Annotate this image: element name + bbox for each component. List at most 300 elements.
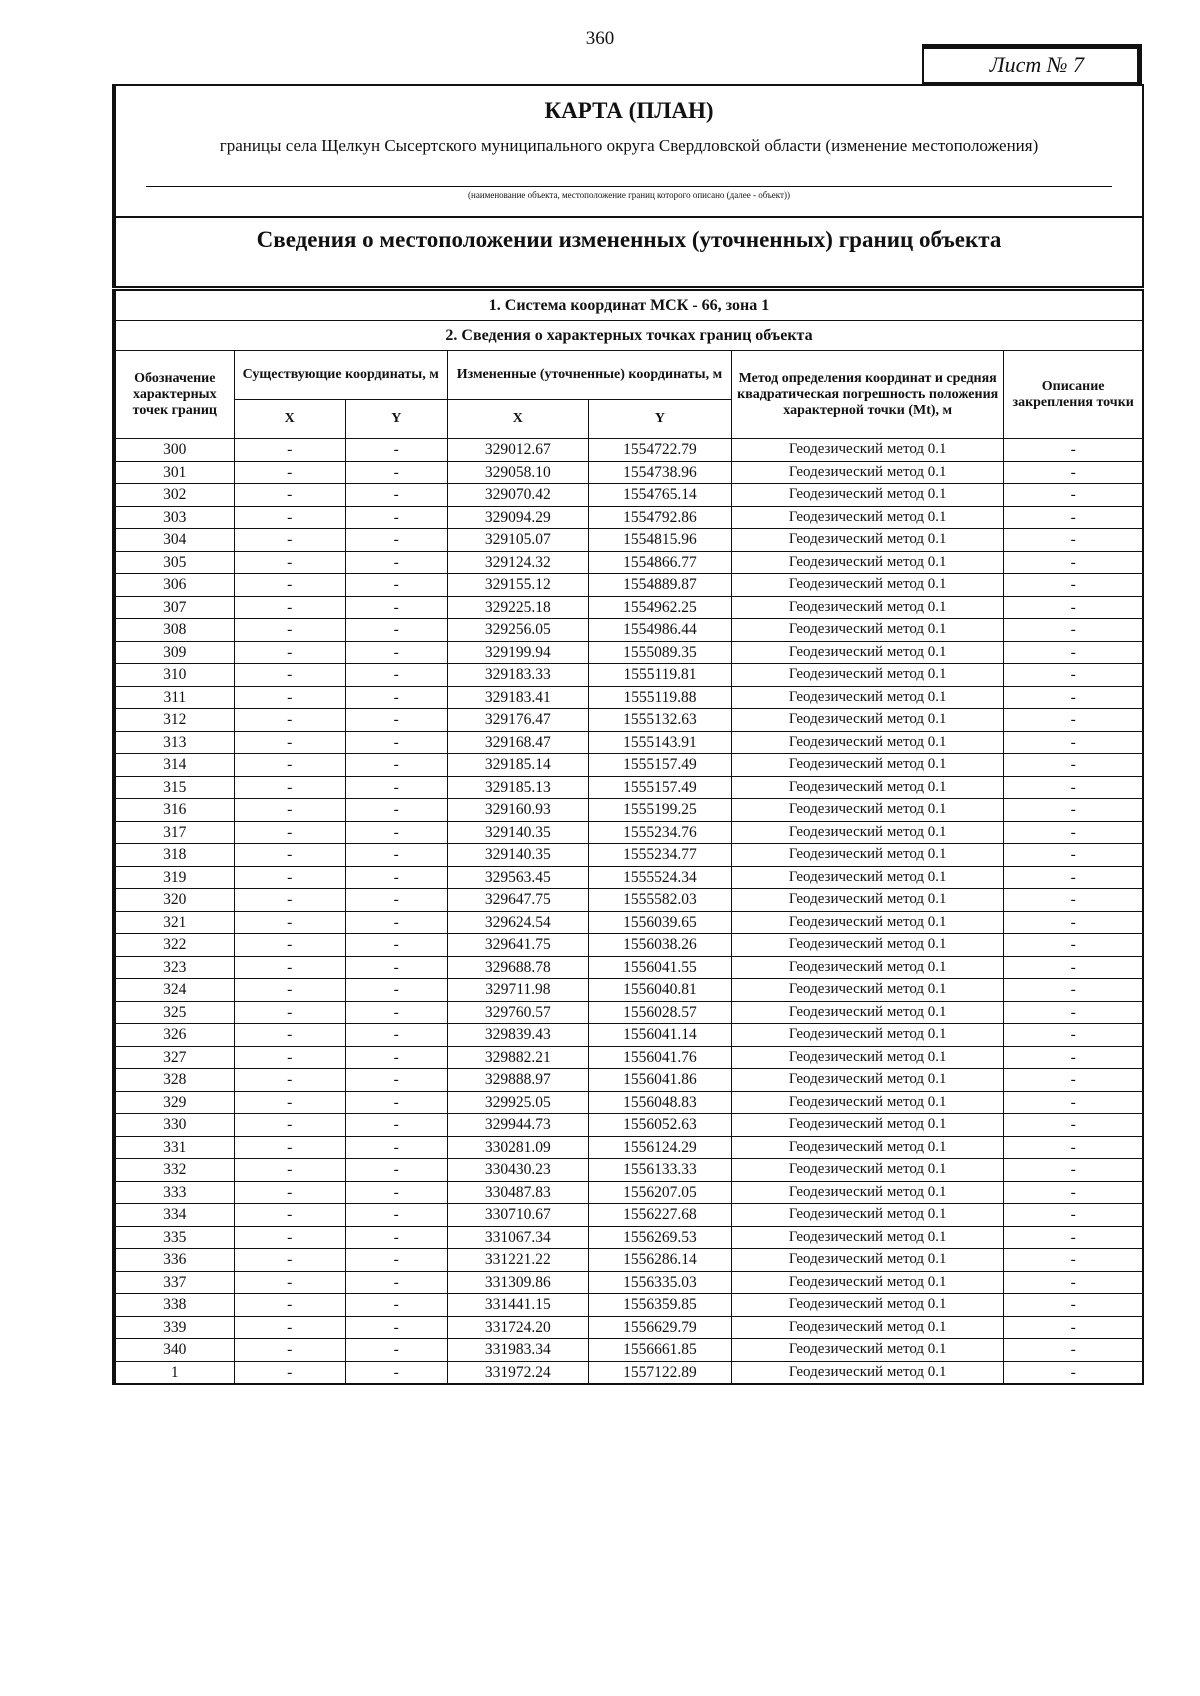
cell-existing-x: -: [234, 574, 345, 597]
cell-description: -: [1004, 506, 1143, 529]
table-row: [114, 551, 1143, 574]
cell-description: -: [1004, 1024, 1143, 1047]
cell-changed-y: 1556039.65: [588, 911, 731, 934]
cell-changed-y: 1555582.03: [588, 889, 731, 912]
cell-point-number: 340: [114, 1339, 234, 1362]
cell-changed-y: 1555199.25: [588, 799, 731, 822]
cell-changed-x: 329160.93: [447, 799, 588, 822]
cell-description: -: [1004, 439, 1143, 462]
cell-changed-y: 1556041.86: [588, 1069, 731, 1092]
cell-method: Геодезический метод 0.1: [732, 1339, 1004, 1362]
cell-description: -: [1004, 596, 1143, 619]
cell-method: Геодезический метод 0.1: [732, 1316, 1004, 1339]
header-divider: [116, 216, 1142, 218]
cell-description: -: [1004, 866, 1143, 889]
table-row: [114, 821, 1143, 844]
cell-description: -: [1004, 911, 1143, 934]
cell-changed-x: 330487.83: [447, 1181, 588, 1204]
table-row: [114, 1046, 1143, 1069]
cell-existing-x: -: [234, 1316, 345, 1339]
cell-existing-x: -: [234, 1091, 345, 1114]
table-row: [114, 664, 1143, 687]
cell-existing-x: -: [234, 1204, 345, 1227]
cell-method: Геодезический метод 0.1: [732, 574, 1004, 597]
cell-changed-x: 329925.05: [447, 1091, 588, 1114]
cell-existing-x: -: [234, 731, 345, 754]
cell-point-number: 300: [114, 439, 234, 462]
cell-existing-y: -: [345, 686, 447, 709]
cell-method: Геодезический метод 0.1: [732, 619, 1004, 642]
cell-existing-x: -: [234, 551, 345, 574]
cell-changed-x: 331067.34: [447, 1226, 588, 1249]
object-name: границы села Щелкун Сысертского муниципального округа Свердловской области (изменение местоположения): [219, 136, 1039, 155]
table-row: [114, 1024, 1143, 1047]
cell-description: -: [1004, 529, 1143, 552]
cell-changed-y: 1554962.25: [588, 596, 731, 619]
cell-point-number: 317: [114, 821, 234, 844]
document-title: КАРТА (ПЛАН): [544, 98, 714, 123]
table-row: [114, 1159, 1143, 1182]
cell-point-number: 330: [114, 1114, 234, 1137]
cell-changed-y: 1555157.49: [588, 776, 731, 799]
table-row: [114, 1294, 1143, 1317]
table-row: [114, 686, 1143, 709]
cell-changed-y: 1555119.88: [588, 686, 731, 709]
cell-method: Геодезический метод 0.1: [732, 1181, 1004, 1204]
cell-changed-y: 1556124.29: [588, 1136, 731, 1159]
cell-method: Геодезический метод 0.1: [732, 754, 1004, 777]
cell-point-number: 328: [114, 1069, 234, 1092]
cell-method: Геодезический метод 0.1: [732, 1249, 1004, 1272]
cell-method: Геодезический метод 0.1: [732, 979, 1004, 1002]
cell-method: Геодезический метод 0.1: [732, 686, 1004, 709]
cell-point-number: 337: [114, 1271, 234, 1294]
cell-description: -: [1004, 574, 1143, 597]
sheet-label: Лист № 7: [922, 44, 1142, 84]
cell-method: Геодезический метод 0.1: [732, 866, 1004, 889]
cell-description: -: [1004, 731, 1143, 754]
cell-existing-x: -: [234, 754, 345, 777]
cell-method: Геодезический метод 0.1: [732, 461, 1004, 484]
cell-existing-y: -: [345, 934, 447, 957]
header-existing-x: X: [234, 400, 345, 439]
cell-changed-y: 1554815.96: [588, 529, 731, 552]
table-row: [114, 1091, 1143, 1114]
points-title: 2. Сведения о характерных точках границ объекта: [114, 321, 1143, 351]
cell-point-number: 339: [114, 1316, 234, 1339]
cell-changed-y: 1556629.79: [588, 1316, 731, 1339]
header-designation: Обозначение характерных точек границ: [114, 351, 234, 439]
cell-existing-x: -: [234, 664, 345, 687]
cell-existing-x: -: [234, 596, 345, 619]
cell-description: -: [1004, 1249, 1143, 1272]
cell-changed-x: 329070.42: [447, 484, 588, 507]
table-row: [114, 506, 1143, 529]
cell-description: -: [1004, 1069, 1143, 1092]
cell-description: -: [1004, 1361, 1143, 1384]
cell-description: -: [1004, 799, 1143, 822]
cell-changed-x: 330710.67: [447, 1204, 588, 1227]
cell-changed-x: 329944.73: [447, 1114, 588, 1137]
table-row: [114, 844, 1143, 867]
header-description: Описание закрепления точки: [1004, 351, 1143, 439]
cell-description: -: [1004, 1046, 1143, 1069]
document-header: [112, 84, 1144, 288]
cell-changed-y: 1556040.81: [588, 979, 731, 1002]
cell-description: -: [1004, 1339, 1143, 1362]
cell-description: -: [1004, 1294, 1143, 1317]
table-body: [114, 439, 1143, 1385]
cell-existing-x: -: [234, 1159, 345, 1182]
cell-existing-x: -: [234, 1226, 345, 1249]
cell-changed-y: 1556052.63: [588, 1114, 731, 1137]
cell-changed-x: 329140.35: [447, 844, 588, 867]
table-row: [114, 1339, 1143, 1362]
cell-existing-y: -: [345, 844, 447, 867]
underline: [146, 186, 1112, 187]
header-existing: Существующие координаты, м: [234, 351, 447, 400]
table-row: [114, 574, 1143, 597]
cell-existing-x: -: [234, 709, 345, 732]
cell-point-number: 338: [114, 1294, 234, 1317]
cell-changed-y: 1554986.44: [588, 619, 731, 642]
cell-point-number: 335: [114, 1226, 234, 1249]
cell-existing-x: -: [234, 889, 345, 912]
cell-existing-y: -: [345, 664, 447, 687]
table-row: [114, 1114, 1143, 1137]
cell-description: -: [1004, 686, 1143, 709]
cell-point-number: 331: [114, 1136, 234, 1159]
cell-changed-y: 1555234.77: [588, 844, 731, 867]
cell-point-number: 309: [114, 641, 234, 664]
cell-method: Геодезический метод 0.1: [732, 1069, 1004, 1092]
cell-changed-x: 331221.22: [447, 1249, 588, 1272]
cell-point-number: 307: [114, 596, 234, 619]
cell-changed-y: 1556286.14: [588, 1249, 731, 1272]
cell-description: -: [1004, 1136, 1143, 1159]
cell-method: Геодезический метод 0.1: [732, 1361, 1004, 1384]
cell-changed-y: 1556335.03: [588, 1271, 731, 1294]
table-row: [114, 1136, 1143, 1159]
table-row: [114, 596, 1143, 619]
cell-method: Геодезический метод 0.1: [732, 529, 1004, 552]
section-title: Сведения о местоположении измененных (уточненных) границ объекта: [256, 227, 1002, 252]
cell-method: Геодезический метод 0.1: [732, 641, 1004, 664]
cell-existing-y: -: [345, 799, 447, 822]
cell-existing-y: -: [345, 1136, 447, 1159]
cell-existing-x: -: [234, 1001, 345, 1024]
table-row: [114, 799, 1143, 822]
table-row: [114, 461, 1143, 484]
cell-point-number: 334: [114, 1204, 234, 1227]
cell-point-number: 325: [114, 1001, 234, 1024]
cell-method: Геодезический метод 0.1: [732, 1136, 1004, 1159]
cell-description: -: [1004, 821, 1143, 844]
cell-changed-y: 1554889.87: [588, 574, 731, 597]
cell-changed-x: 329094.29: [447, 506, 588, 529]
cell-point-number: 321: [114, 911, 234, 934]
cell-existing-y: -: [345, 641, 447, 664]
cell-changed-y: 1555119.81: [588, 664, 731, 687]
page-number: 360: [585, 28, 615, 49]
cell-point-number: 336: [114, 1249, 234, 1272]
cell-changed-y: 1557122.89: [588, 1361, 731, 1384]
cell-point-number: 316: [114, 799, 234, 822]
table-row: [114, 484, 1143, 507]
cell-changed-y: 1554866.77: [588, 551, 731, 574]
object-caption: (наименование объекта, местоположение границ которого описано (далее - объект)): [468, 190, 790, 200]
cell-changed-x: 329688.78: [447, 956, 588, 979]
cell-point-number: 306: [114, 574, 234, 597]
cell-changed-y: 1554722.79: [588, 439, 731, 462]
cell-changed-x: 329888.97: [447, 1069, 588, 1092]
cell-method: Геодезический метод 0.1: [732, 1001, 1004, 1024]
table-row: [114, 641, 1143, 664]
cell-changed-x: 329882.21: [447, 1046, 588, 1069]
cell-method: Геодезический метод 0.1: [732, 439, 1004, 462]
table-row: [114, 709, 1143, 732]
cell-changed-x: 329199.94: [447, 641, 588, 664]
cell-method: Геодезический метод 0.1: [732, 889, 1004, 912]
cell-changed-x: 329155.12: [447, 574, 588, 597]
cell-description: -: [1004, 889, 1143, 912]
cell-description: -: [1004, 956, 1143, 979]
cell-existing-y: -: [345, 461, 447, 484]
cell-description: -: [1004, 979, 1143, 1002]
cell-description: -: [1004, 1316, 1143, 1339]
table-row: [114, 1249, 1143, 1272]
cell-description: -: [1004, 551, 1143, 574]
cell-point-number: 329: [114, 1091, 234, 1114]
table-row: [114, 934, 1143, 957]
cell-description: -: [1004, 664, 1143, 687]
cell-description: -: [1004, 844, 1143, 867]
cell-method: Геодезический метод 0.1: [732, 506, 1004, 529]
cell-description: -: [1004, 1204, 1143, 1227]
cell-point-number: 318: [114, 844, 234, 867]
cell-method: Геодезический метод 0.1: [732, 1271, 1004, 1294]
table-row: [114, 529, 1143, 552]
cell-existing-y: -: [345, 574, 447, 597]
cell-changed-y: 1556227.68: [588, 1204, 731, 1227]
cell-point-number: 326: [114, 1024, 234, 1047]
cell-changed-y: 1556207.05: [588, 1181, 731, 1204]
cell-existing-y: -: [345, 1226, 447, 1249]
cell-existing-x: -: [234, 821, 345, 844]
cell-point-number: 313: [114, 731, 234, 754]
cell-existing-x: -: [234, 844, 345, 867]
cell-point-number: 312: [114, 709, 234, 732]
cell-changed-x: 329140.35: [447, 821, 588, 844]
coord-system-row: [114, 290, 1143, 321]
cell-changed-x: 331983.34: [447, 1339, 588, 1362]
cell-existing-x: -: [234, 1046, 345, 1069]
cell-description: -: [1004, 1159, 1143, 1182]
cell-changed-y: 1556359.85: [588, 1294, 731, 1317]
table-row: [114, 1001, 1143, 1024]
cell-changed-x: 329641.75: [447, 934, 588, 957]
table-row: [114, 1069, 1143, 1092]
cell-existing-y: -: [345, 866, 447, 889]
cell-point-number: 333: [114, 1181, 234, 1204]
cell-existing-y: -: [345, 596, 447, 619]
cell-method: Геодезический метод 0.1: [732, 664, 1004, 687]
cell-changed-x: 329711.98: [447, 979, 588, 1002]
cell-changed-y: 1555157.49: [588, 754, 731, 777]
cell-method: Геодезический метод 0.1: [732, 596, 1004, 619]
cell-existing-y: -: [345, 1046, 447, 1069]
cell-method: Геодезический метод 0.1: [732, 956, 1004, 979]
table-row: [114, 1316, 1143, 1339]
table-row: [114, 619, 1143, 642]
cell-existing-x: -: [234, 529, 345, 552]
cell-point-number: 323: [114, 956, 234, 979]
cell-changed-x: 329183.33: [447, 664, 588, 687]
cell-method: Геодезический метод 0.1: [732, 776, 1004, 799]
cell-existing-y: -: [345, 551, 447, 574]
cell-existing-y: -: [345, 1271, 447, 1294]
header-method: Метод определения координат и средняя квадратическая погрешность положения характерной точки (Mt), м: [732, 351, 1004, 439]
cell-existing-x: -: [234, 1181, 345, 1204]
cell-changed-y: 1555234.76: [588, 821, 731, 844]
cell-method: Геодезический метод 0.1: [732, 1024, 1004, 1047]
cell-existing-y: -: [345, 1024, 447, 1047]
cell-method: Геодезический метод 0.1: [732, 1159, 1004, 1182]
cell-existing-x: -: [234, 1361, 345, 1384]
table-row: [114, 979, 1143, 1002]
cell-existing-y: -: [345, 1294, 447, 1317]
cell-existing-y: -: [345, 979, 447, 1002]
cell-changed-y: 1555143.91: [588, 731, 731, 754]
cell-description: -: [1004, 619, 1143, 642]
cell-existing-y: -: [345, 1204, 447, 1227]
cell-method: Геодезический метод 0.1: [732, 731, 1004, 754]
points-title-row: [114, 321, 1143, 351]
cell-changed-x: 329256.05: [447, 619, 588, 642]
cell-existing-y: -: [345, 709, 447, 732]
cell-method: Геодезический метод 0.1: [732, 1294, 1004, 1317]
cell-method: Геодезический метод 0.1: [732, 844, 1004, 867]
coordinates-table-wrap: [112, 289, 1144, 1385]
cell-description: -: [1004, 934, 1143, 957]
cell-existing-x: -: [234, 1339, 345, 1362]
cell-changed-x: 331972.24: [447, 1361, 588, 1384]
cell-changed-x: 330430.23: [447, 1159, 588, 1182]
cell-method: Геодезический метод 0.1: [732, 1204, 1004, 1227]
table-row: [114, 956, 1143, 979]
cell-method: Геодезический метод 0.1: [732, 1091, 1004, 1114]
cell-method: Геодезический метод 0.1: [732, 551, 1004, 574]
table-row: [114, 1181, 1143, 1204]
cell-existing-y: -: [345, 1316, 447, 1339]
header-row-1: [114, 351, 1143, 400]
cell-method: Геодезический метод 0.1: [732, 484, 1004, 507]
cell-method: Геодезический метод 0.1: [732, 799, 1004, 822]
cell-changed-y: 1555132.63: [588, 709, 731, 732]
cell-existing-x: -: [234, 1271, 345, 1294]
header-changed-y: Y: [588, 400, 731, 439]
header-changed-x: X: [447, 400, 588, 439]
cell-description: -: [1004, 776, 1143, 799]
cell-existing-x: -: [234, 686, 345, 709]
table-row: [114, 911, 1143, 934]
cell-existing-y: -: [345, 619, 447, 642]
cell-description: -: [1004, 484, 1143, 507]
table-row: [114, 866, 1143, 889]
cell-existing-y: -: [345, 1001, 447, 1024]
cell-existing-x: -: [234, 776, 345, 799]
cell-existing-x: -: [234, 461, 345, 484]
header-existing-y: Y: [345, 400, 447, 439]
cell-existing-x: -: [234, 799, 345, 822]
cell-point-number: 332: [114, 1159, 234, 1182]
cell-description: -: [1004, 641, 1143, 664]
cell-existing-y: -: [345, 889, 447, 912]
cell-point-number: 305: [114, 551, 234, 574]
cell-existing-y: -: [345, 1249, 447, 1272]
cell-changed-y: 1556269.53: [588, 1226, 731, 1249]
cell-existing-y: -: [345, 754, 447, 777]
cell-existing-y: -: [345, 506, 447, 529]
cell-method: Геодезический метод 0.1: [732, 1226, 1004, 1249]
cell-existing-y: -: [345, 1114, 447, 1137]
cell-existing-x: -: [234, 484, 345, 507]
table-row: [114, 1226, 1143, 1249]
cell-method: Геодезический метод 0.1: [732, 709, 1004, 732]
cell-point-number: 320: [114, 889, 234, 912]
cell-point-number: 319: [114, 866, 234, 889]
cell-existing-y: -: [345, 1091, 447, 1114]
cell-changed-x: 329563.45: [447, 866, 588, 889]
cell-changed-x: 329012.67: [447, 439, 588, 462]
cell-changed-y: 1554738.96: [588, 461, 731, 484]
cell-point-number: 1: [114, 1361, 234, 1384]
table-row: [114, 889, 1143, 912]
cell-changed-y: 1556048.83: [588, 1091, 731, 1114]
cell-point-number: 301: [114, 461, 234, 484]
cell-method: Геодезический метод 0.1: [732, 821, 1004, 844]
cell-changed-y: 1555524.34: [588, 866, 731, 889]
cell-existing-y: -: [345, 731, 447, 754]
cell-changed-x: 329760.57: [447, 1001, 588, 1024]
cell-point-number: 315: [114, 776, 234, 799]
cell-changed-y: 1555089.35: [588, 641, 731, 664]
cell-existing-x: -: [234, 934, 345, 957]
cell-description: -: [1004, 1271, 1143, 1294]
cell-changed-x: 329168.47: [447, 731, 588, 754]
cell-existing-x: -: [234, 1114, 345, 1137]
cell-existing-y: -: [345, 776, 447, 799]
cell-description: -: [1004, 1001, 1143, 1024]
cell-existing-y: -: [345, 821, 447, 844]
cell-existing-y: -: [345, 1181, 447, 1204]
cell-existing-x: -: [234, 506, 345, 529]
cell-existing-x: -: [234, 1069, 345, 1092]
cell-changed-x: 329185.14: [447, 754, 588, 777]
cell-existing-y: -: [345, 956, 447, 979]
header-changed: Измененные (уточненные) координаты, м: [447, 351, 731, 400]
cell-existing-y: -: [345, 1069, 447, 1092]
cell-changed-x: 329839.43: [447, 1024, 588, 1047]
cell-existing-y: -: [345, 1339, 447, 1362]
cell-description: -: [1004, 1181, 1143, 1204]
cell-method: Геодезический метод 0.1: [732, 934, 1004, 957]
cell-point-number: 303: [114, 506, 234, 529]
cell-point-number: 310: [114, 664, 234, 687]
cell-changed-x: 329124.32: [447, 551, 588, 574]
cell-existing-x: -: [234, 911, 345, 934]
cell-changed-x: 331309.86: [447, 1271, 588, 1294]
